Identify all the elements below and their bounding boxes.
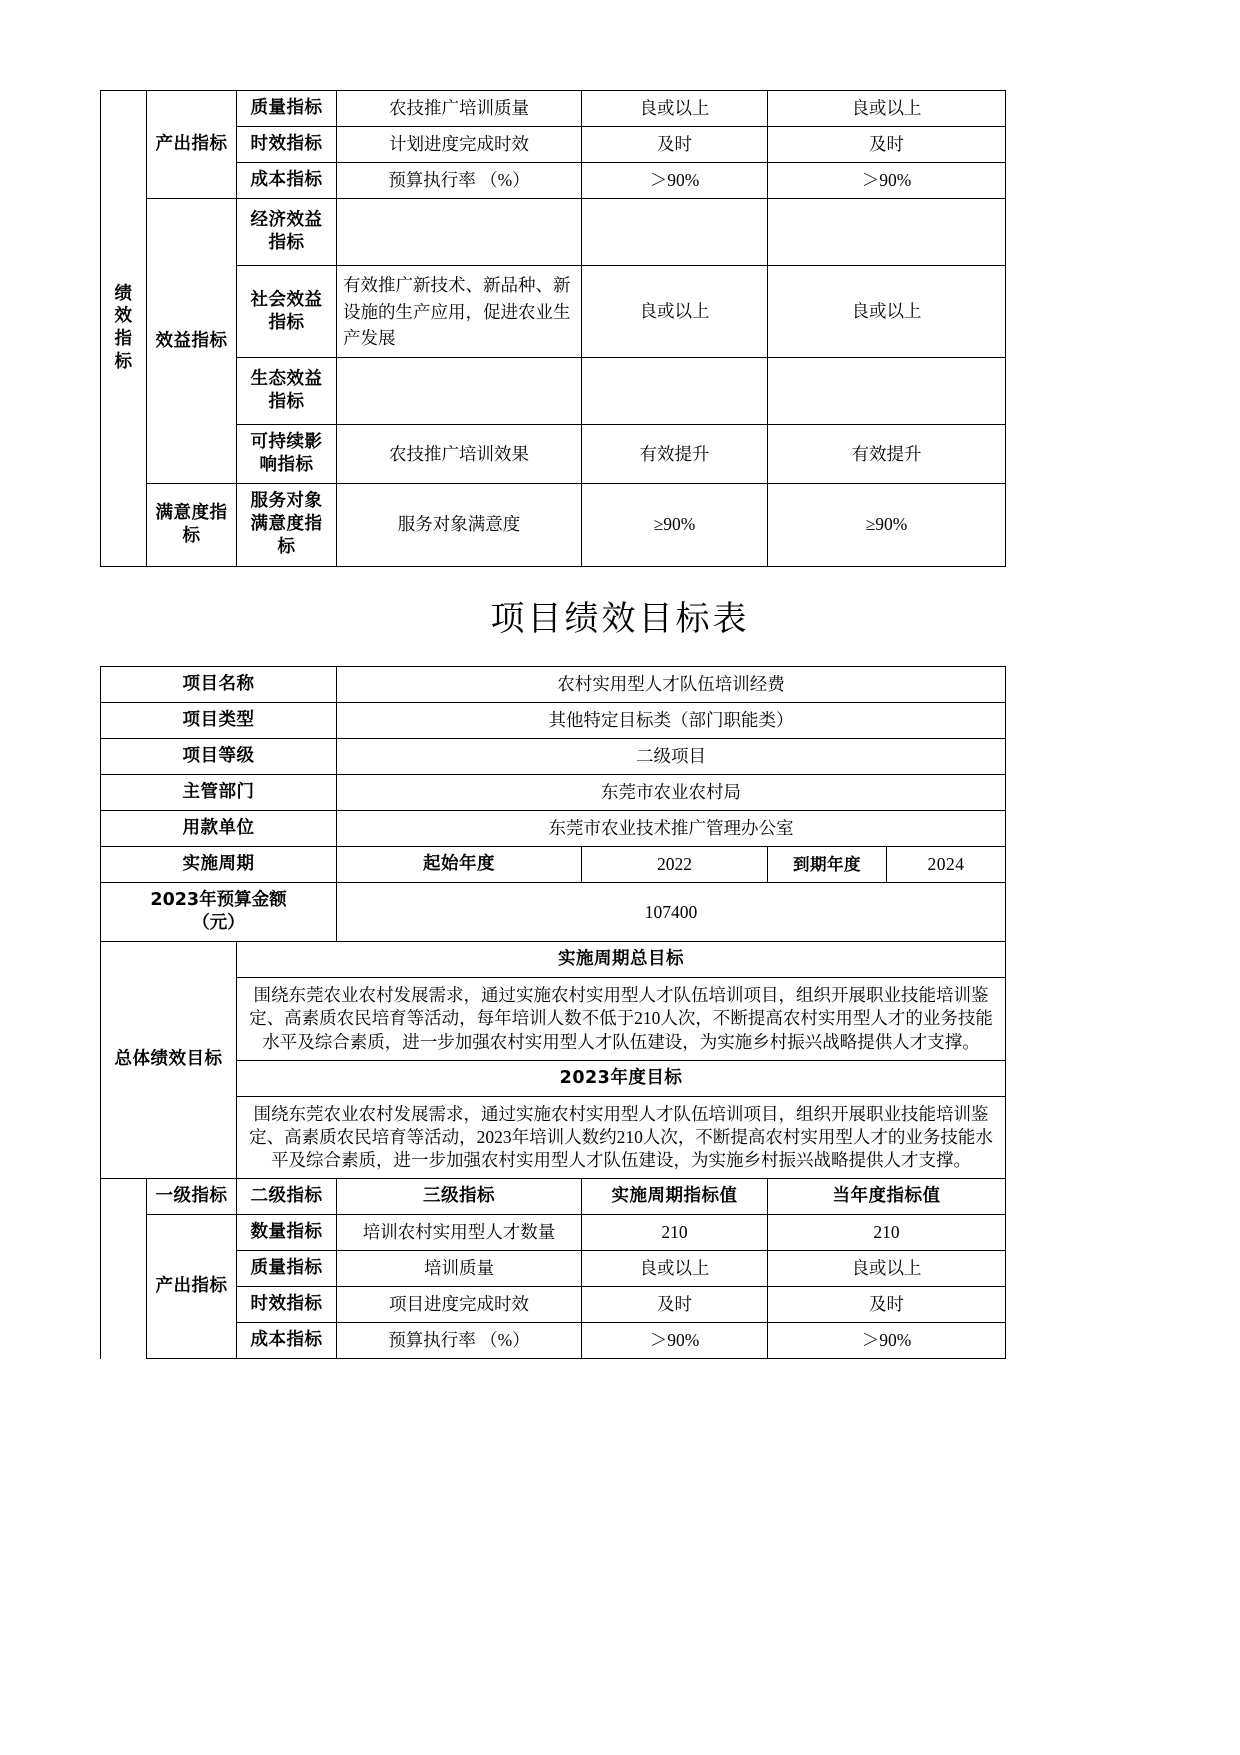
label-implementation-cycle: 实施周期 (101, 846, 337, 882)
label-budget-amount: 2023年预算金额 （元） (101, 883, 337, 942)
cell-l3-quality: 农技推广培训质量 (337, 91, 582, 127)
cell-l2-cost: 成本指标 (237, 163, 337, 199)
cell-l2-timeliness: 时效指标 (237, 127, 337, 163)
label-project-type: 项目类型 (101, 702, 337, 738)
paragraph-annual-goal: 围绕东莞农业农村发展需求，通过实施农村实用型人才队伍培训项目，组织开展职业技能培训鉴定、高素质农民培育等活动，2023年培训人数约210人次，不断提高农村实用型人才的业务技能水平及综合素质，进一步加强农村实用型人才队伍建设，为实施乡村振兴战略提供人才支撑。 (249, 1103, 993, 1170)
paragraph-cycle-goal: 围绕东莞农业农村发展需求，通过实施农村实用型人才队伍培训项目，组织开展职业技能培训鉴定、高素质农民培育等活动，每年培训人数不低于210人次，不断提高农村实用型人才的业务技能水平及综合素质，进一步加强农村实用型人才队伍建设，为实施乡村振兴战略提供人才支撑。 (249, 985, 993, 1052)
cell-cycle-ecological-benefit (582, 358, 768, 425)
cell-l3-cost: 预算执行率 （%） (337, 163, 582, 199)
value-budget-amount: 107400 (337, 883, 1006, 942)
table-row (101, 1215, 1006, 1251)
cell-l2-quality: 质量指标 (237, 91, 337, 127)
cell-l3-economic-benefit (337, 199, 582, 266)
table-row (101, 846, 1006, 882)
table-row (101, 978, 1006, 1060)
value-project-type: 其他特定目标类（部门职能类） (337, 702, 1006, 738)
cell-cycle-sustainable-impact: 有效提升 (582, 425, 768, 484)
table-row (101, 266, 1006, 358)
label-supervising-department: 主管部门 (101, 774, 337, 810)
cell-l3-social-benefit: 有效推广新技术、新品种、新设施的生产应用，促进农业生产发展 (337, 266, 582, 358)
cell-output-indicator-group-2: 产出指标 (147, 1215, 237, 1359)
cell-cycle-quality: 良或以上 (582, 91, 768, 127)
cell-l3-quantity: 培训农村实用型人才数量 (337, 1215, 582, 1251)
cell-l3-cost-2: 预算执行率 （%） (337, 1323, 582, 1359)
cell-cycle-service-satisfaction: ≥90% (582, 484, 768, 566)
cell-cycle-quantity: 210 (582, 1215, 768, 1251)
table-row (101, 127, 1006, 163)
cell-l3-ecological-benefit (337, 358, 582, 425)
table-row (101, 1060, 1006, 1096)
cell-year-quality: 良或以上 (768, 91, 1006, 127)
table-row (101, 1287, 1006, 1323)
label-project-name: 项目名称 (101, 666, 337, 702)
table-row (101, 702, 1006, 738)
text-annual-goal (237, 1096, 1006, 1178)
cell-end-year-pair (768, 846, 1006, 882)
subheader-annual-goal: 2023年度目标 (237, 1060, 1006, 1096)
table-row (101, 425, 1006, 484)
value-funding-unit: 东莞市农业技术推广管理办公室 (337, 810, 1006, 846)
cell-l2-service-satisfaction: 服务对象满意度指标 (237, 484, 337, 566)
label-project-level: 项目等级 (101, 738, 337, 774)
performance-indicator-table-continued (100, 90, 1006, 567)
table-row (101, 810, 1006, 846)
cell-year-sustainable-impact: 有效提升 (768, 425, 1006, 484)
table-row (101, 883, 1006, 942)
cell-benefit-indicator-group: 效益指标 (147, 199, 237, 484)
label-end-year: 到期年度 (768, 847, 887, 882)
cell-year-quantity: 210 (768, 1215, 1006, 1251)
cell-l3-quality-2: 培训质量 (337, 1251, 582, 1287)
cell-l3-timeliness: 计划进度完成时效 (337, 127, 582, 163)
cell-l2-ecological-benefit: 生态效益指标 (237, 358, 337, 425)
table-row (101, 1251, 1006, 1287)
cell-year-service-satisfaction: ≥90% (768, 484, 1006, 566)
cell-year-ecological-benefit (768, 358, 1006, 425)
label-funding-unit: 用款单位 (101, 810, 337, 846)
cell-l2-quality-2: 质量指标 (237, 1251, 337, 1287)
page-title: 项目绩效目标表 (490, 600, 750, 638)
cell-performance-indicator-group: 绩效指标 (101, 91, 147, 567)
table-row (101, 738, 1006, 774)
table-row (101, 199, 1006, 266)
cell-year-timeliness-2: 及时 (768, 1287, 1006, 1323)
cell-l2-timeliness-2: 时效指标 (237, 1287, 337, 1323)
header-cycle-indicator-value: 实施周期指标值 (582, 1179, 768, 1215)
cell-cycle-cost: ＞90% (582, 163, 768, 199)
cell-cycle-timeliness-2: 及时 (582, 1287, 768, 1323)
cell-year-economic-benefit (768, 199, 1006, 266)
text-cycle-total-goal (237, 978, 1006, 1060)
cell-year-social-benefit: 良或以上 (768, 266, 1006, 358)
project-performance-target-table (100, 666, 1006, 1360)
table-row (101, 942, 1006, 978)
value-project-name: 农村实用型人才队伍培训经费 (337, 666, 1006, 702)
table-row (101, 358, 1006, 425)
value-start-year: 2022 (582, 846, 768, 882)
cell-year-timeliness: 及时 (768, 127, 1006, 163)
cell-l3-timeliness-2: 项目进度完成时效 (337, 1287, 582, 1323)
header-l2-indicator: 二级指标 (237, 1179, 337, 1215)
cell-cycle-quality-2: 良或以上 (582, 1251, 768, 1287)
cell-output-indicator-group: 产出指标 (147, 91, 237, 199)
subheader-cycle-total-goal: 实施周期总目标 (237, 942, 1006, 978)
cell-l2-cost-2: 成本指标 (237, 1323, 337, 1359)
cell-performance-indicator-group-2 (101, 1179, 147, 1359)
table-row (101, 774, 1006, 810)
cell-cycle-cost-2: ＞90% (582, 1323, 768, 1359)
table-row (101, 1179, 1006, 1215)
value-supervising-department: 东莞市农业农村局 (337, 774, 1006, 810)
table-row (101, 91, 1006, 127)
cell-satisfaction-group: 满意度指 标 (147, 484, 237, 566)
table-row (101, 1096, 1006, 1178)
label-overall-performance-goal: 总体绩效目标 (101, 942, 237, 1179)
header-l1-indicator: 一级指标 (147, 1179, 237, 1215)
cell-l3-service-satisfaction: 服务对象满意度 (337, 484, 582, 566)
cell-year-quality-2: 良或以上 (768, 1251, 1006, 1287)
cell-l2-economic-benefit: 经济效益指标 (237, 199, 337, 266)
cell-year-cost-2: ＞90% (768, 1323, 1006, 1359)
cell-cycle-economic-benefit (582, 199, 768, 266)
header-l3-indicator: 三级指标 (337, 1179, 582, 1215)
cell-l2-social-benefit: 社会效益指标 (237, 266, 337, 358)
cell-year-cost: ＞90% (768, 163, 1006, 199)
label-start-year: 起始年度 (337, 846, 582, 882)
cell-cycle-social-benefit: 良或以上 (582, 266, 768, 358)
table-row (101, 666, 1006, 702)
table-row (101, 484, 1006, 566)
value-end-year: 2024 (927, 853, 965, 874)
cell-l2-quantity: 数量指标 (237, 1215, 337, 1251)
header-annual-indicator-value: 当年度指标值 (768, 1179, 1006, 1215)
value-project-level: 二级项目 (337, 738, 1006, 774)
cell-l3-sustainable-impact: 农技推广培训效果 (337, 425, 582, 484)
table-row (101, 163, 1006, 199)
cell-l2-sustainable-impact: 可持续影响指标 (237, 425, 337, 484)
table-row (101, 1323, 1006, 1359)
cell-cycle-timeliness: 及时 (582, 127, 768, 163)
